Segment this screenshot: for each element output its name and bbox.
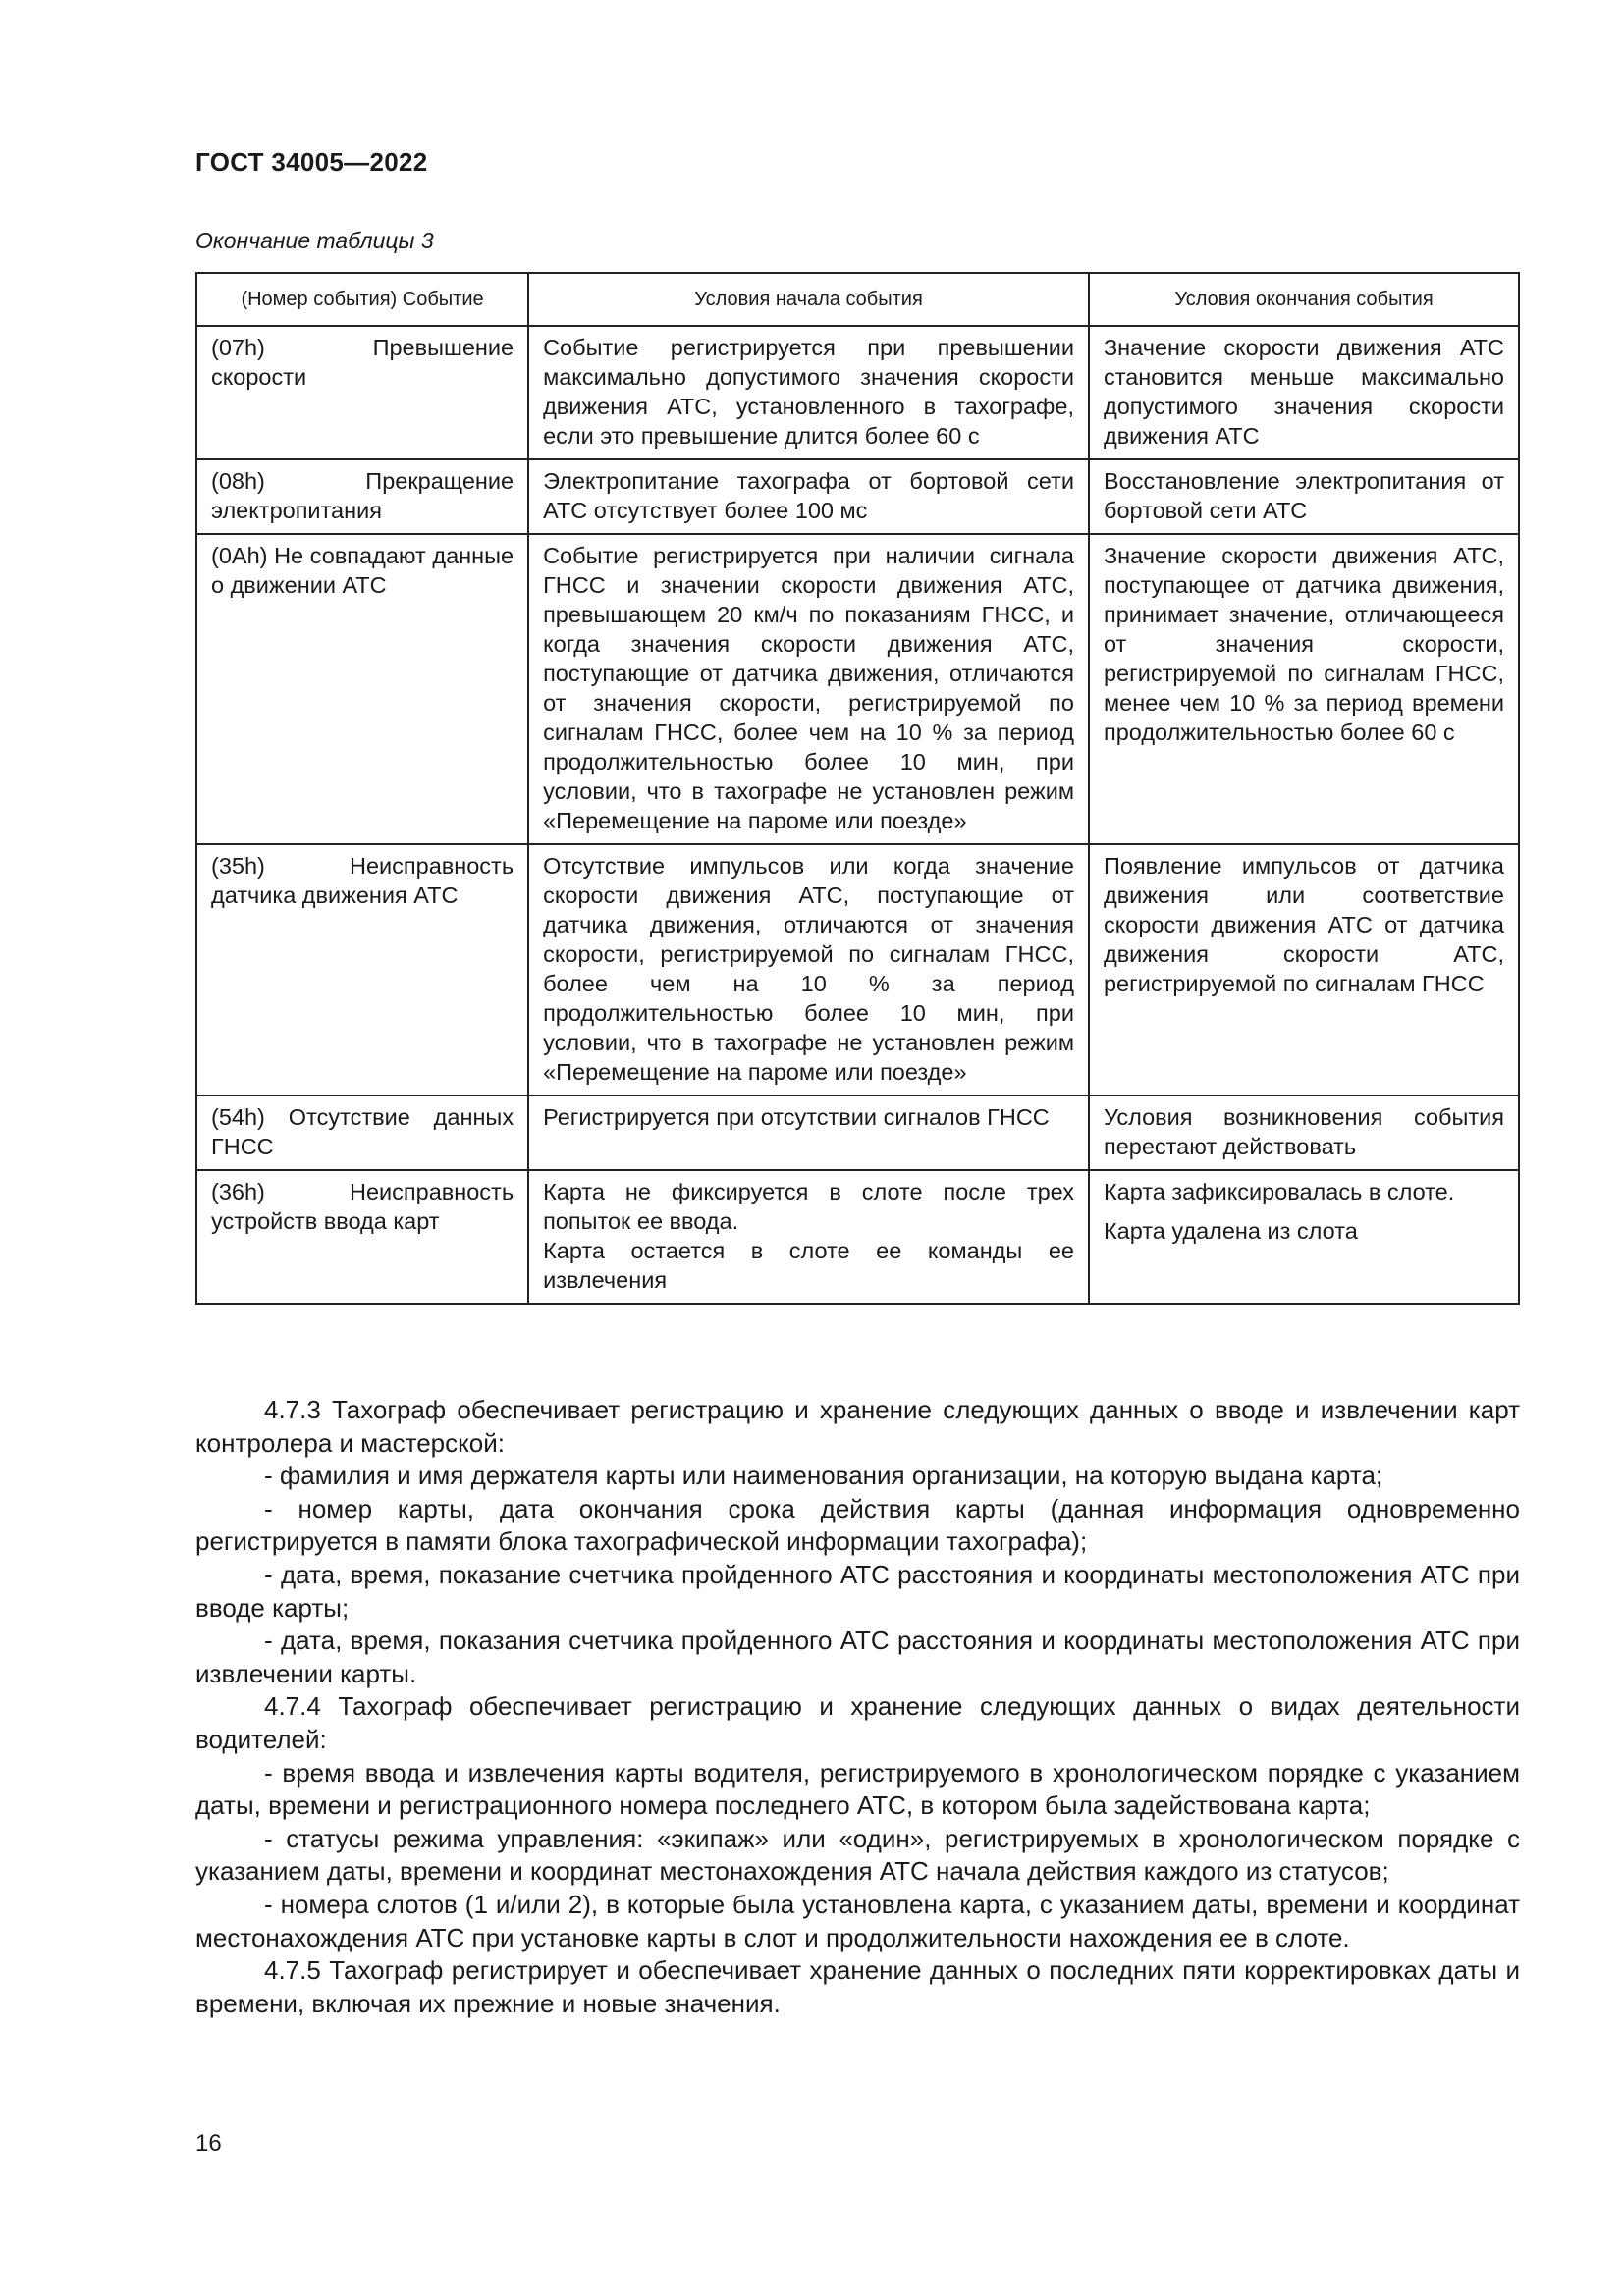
table-header-row — [196, 273, 1519, 326]
list-item: - время ввода и извлечения карты водителя, регистрируемого в хронологическом порядке с указанием даты, времени и регистрационного номера последнего АТС, в котором была задействована карта; — [195, 1757, 1520, 1821]
document-header: ГОСТ 34005—2022 — [195, 147, 428, 177]
start-condition-cell: Событие регистрируется при наличии сигнала ГНСС и значении скорости движения АТС, превышающем 20 км/ч по показаниям ГНСС, и когда значения скорости движения АТС, поступающие от датчика движения, отличаются от значения скорости, регистрируемой по сигналам ГНСС, более чем на 10 % за период продолжительностью более 10 мин, при условии, что в тахографе не установлен режим «Перемещение на пароме или поезде» — [528, 534, 1089, 844]
body-text — [195, 1394, 1520, 2020]
end-condition-cell: Появление импульсов от датчика движения или соответствие скорости движения АТС от датчика движения скорости АТС, регистрируемой по сигналам ГНСС — [1089, 844, 1519, 1095]
end-condition-cell: Значение скорости движения АТС становится меньше максимально допустимого значения скорости движения АТС — [1089, 326, 1519, 459]
event-cell: (35h) Неисправность датчика движения АТС — [196, 844, 528, 1095]
column-header-event: (Номер события) Событие — [196, 273, 528, 326]
column-header-end: Условия окончания события — [1089, 273, 1519, 326]
start-condition-cell: Регистрируется при отсутствии сигналов ГНСС — [528, 1095, 1089, 1170]
start-condition-cell: Отсутствие импульсов или когда значение скорости движения АТС, поступающие от датчика движения, отличаются от значения скорости, регистрируемой по сигналам ГНСС, более чем на 10 % за период продолжительностью более 10 мин, при условии, что в тахографе не установлен режим «Перемещение на пароме или поезде» — [528, 844, 1089, 1095]
list-item: - номер карты, дата окончания срока действия карты (данная информация одновременно регистрируется в памяти блока тахографической информации тахографа); — [195, 1493, 1520, 1557]
start-condition-line: Карта остается в слоте ее команды ее извлечения — [543, 1238, 1074, 1293]
events-table — [195, 272, 1520, 1305]
column-header-start: Условия начала события — [528, 273, 1089, 326]
event-cell: (0Ah) Не совпадают данные о движении АТС — [196, 534, 528, 844]
page-number: 16 — [195, 2130, 222, 2157]
list-item: - фамилия и имя держателя карты или наименования организации, на которую выдана карта; — [264, 1461, 1383, 1491]
list-item: - дата, время, показание счетчика пройденного АТС расстояния и координаты местоположения АТС при вводе карты; — [195, 1559, 1520, 1623]
event-cell: (54h) Отсутствие данных ГНСС — [196, 1095, 528, 1170]
end-condition-line: Карта зафиксировалась в слоте. — [1103, 1179, 1455, 1204]
list-item: - статусы режима управления: «экипаж» или «один», регистрируемых в хронологическом порядке с указанием даты, времени и координат местонахождения АТС начала действия каждого из статусов; — [195, 1823, 1520, 1887]
end-condition-line: Карта удалена из слота — [1103, 1218, 1358, 1244]
paragraph: 4.7.4 Тахограф обеспечивает регистрацию и хранение следующих данных о видах деятельности водителей: — [195, 1691, 1520, 1754]
end-condition-cell: Восстановление электропитания от бортовой сети АТС — [1089, 459, 1519, 534]
table-row — [196, 1095, 1519, 1170]
event-cell: (36h) Неисправность устройств ввода карт — [196, 1170, 528, 1304]
table-row — [196, 326, 1519, 459]
table-row — [196, 1170, 1519, 1304]
start-condition-cell — [528, 1170, 1089, 1304]
end-condition-cell — [1089, 1170, 1519, 1304]
paragraph: 4.7.5 Тахограф регистрирует и обеспечивает хранение данных о последних пяти корректировках даты и времени, включая их прежние и новые значения. — [195, 1955, 1520, 2018]
table-row — [196, 534, 1519, 844]
event-cell: (08h) Прекращение электропитания — [196, 459, 528, 534]
event-cell: (07h) Превышение скорости — [196, 326, 528, 459]
start-condition-cell: Электропитание тахографа от бортовой сети АТС отсутствует более 100 мс — [528, 459, 1089, 534]
table-row — [196, 459, 1519, 534]
start-condition-line: Карта не фиксируется в слоте после трех попыток ее ввода. — [543, 1179, 1074, 1234]
list-item: - номера слотов (1 и/или 2), в которые была установлена карта, с указанием даты, времени и координат местонахождения АТС при установке карты в слот и продолжительности нахождения ее в слоте. — [195, 1889, 1520, 1952]
paragraph: 4.7.3 Тахограф обеспечивает регистрацию и хранение следующих данных о вводе и извлечении карт контролера и мастерской: — [195, 1395, 1520, 1458]
end-condition-cell: Условия возникновения события перестают действовать — [1089, 1095, 1519, 1170]
end-condition-cell: Значение скорости движения АТС, поступающее от датчика движения, принимает значение, отличающееся от значения скорости, регистрируемой по сигналам ГНСС, менее чем 10 % за период времени продолжительностью более 60 с — [1089, 534, 1519, 844]
table-row — [196, 844, 1519, 1095]
start-condition-cell: Событие регистрируется при превышении максимально допустимого значения скорости движения АТС, установленного в тахографе, если это превышение длится более 60 с — [528, 326, 1089, 459]
table-caption: Окончание таблицы 3 — [195, 228, 434, 253]
list-item: - дата, время, показания счетчика пройденного АТС расстояния и координаты местоположения АТС при извлечении карты. — [195, 1626, 1520, 1688]
